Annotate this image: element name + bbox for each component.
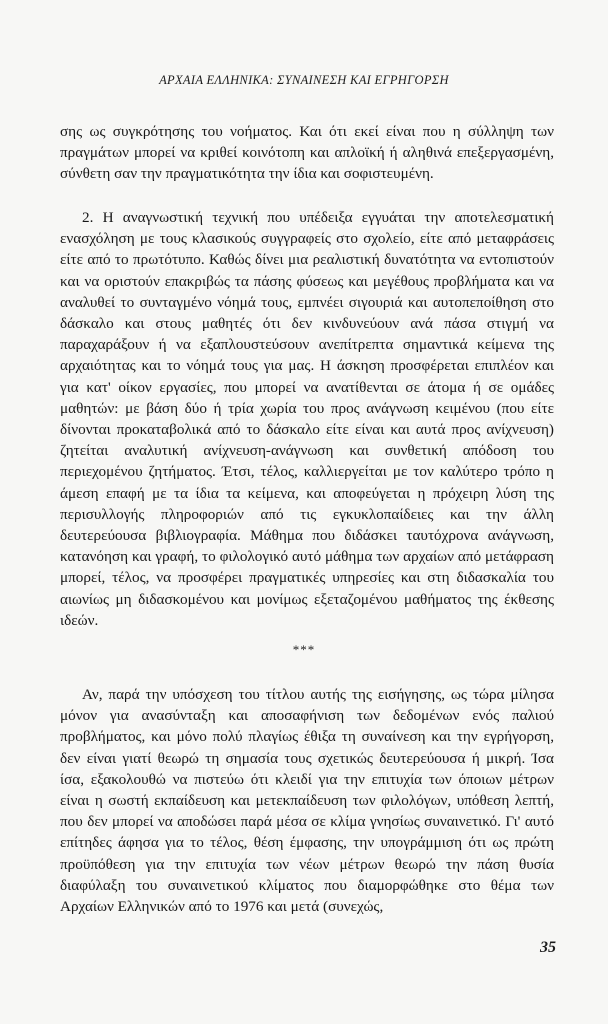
section-separator: *** (292, 642, 316, 657)
paragraph-closing (60, 684, 554, 917)
paragraph-text: σης ως συγκρότησης του νοήματος. Και ότι εκεί είναι που η σύλληψη των πραγμάτων μπορεί να κριθεί κοινότοπη και απλοϊκή ή αληθινά επεξεργασμένη, σύνθετη σαν την πραγματικότητα την ίδια και σοφιστευμένη. (60, 123, 554, 183)
page-number: 35 (540, 939, 556, 956)
paragraph-section-2 (60, 207, 554, 631)
paragraph-text: Αν, παρά την υπόσχεση του τίτλου αυτής της εισήγησης, ως τώρα μίλησα μόνον για ανασύνταξη και αποσαφήνιση των δεδομένων ενός παλιού προβλήματος, και μόνο πολύ πλαγίως έθιξα τη συναίνεση και την εγρήγορση, δεν είναι γιατί θεωρώ τη σημασία τους σχετικώς δευτερεύουσα ή μικρή. Ίσα ίσα, εξακολουθώ να πιστεύω ότι κλειδί για την επιτυχία των όποιων μέτρων είναι η σωστή εκπαίδευση και μετεκπαίδευση των φιλολόγων, υπόθεση λεπτή, που δεν μπορεί να αποδώσει παρά μέσα σε κλίμα γνησίως συναινετικό. Γι' αυτό επίτηδες άφησα για το τέλος, θέση έμφασης, την υπογράμμιση ότι ως πρώτη προϋπόθεση για την επιτυχία των νέων μέτρων θεωρώ την πάση θυσία διαφύλαξη του συναινετικού κλίματος που διαμορφώθηκε στο θέμα των Αρχαίων Ελληνικών από το 1976 και μετά (συνεχώς, (60, 686, 554, 916)
paragraph-text: 2. Η αναγνωστική τεχνική που υπέδειξα εγγυάται την αποτελεσματική ενασχόληση με τους κλασικούς συγγραφείς στο σχολείο, είτε από μεταφράσεις είτε από το πρωτότυπο. Καθώς δίνει μια ρεαλιστική δυνατότητα να εντοπιστούν και να οριστούν επακριβώς τα πάσης φύσεως και μεγέθους προβλήματα και να αναλυθεί το συνταγμένο νόημά τους, εμπνέει σιγουριά και αυτοπεποίθηση στο δάσκαλο και στους μαθητές ότι δεν κινδυνεύουν ανά πάσα στιγμή να παραχαράξουν ή να εξαπλουστεύσουν ανεπίτρεπτα σημαντικά κείμενα της αρχαιότητας και το νόημά τους για μας. Η άσκηση προσφέρεται επιπλέον και για κατ' οίκον εργασίες, που μπορεί να ανατίθενται σε άτομα ή σε ομάδες μαθητών: με βάση δύο ή τρία χωρία του προς ανάγνωση κειμένου (που είτε δίνονται προκαταβολικά από το δάσκαλο είτε είναι και αυτά προς ανίχνευση) ζητείται αναλυτική ανίχνευση-ανάγνωση και συνθετική απόδοση του περιεχομένου ζητήματος. Έτσι, τέλος, καλλιεργείται με τον καλύτερο τρόπο η άμεση επαφή με τα ίδια τα κείμενα, και αποφεύγεται η πρόχειρη λύση της περισυλλογής πληροφοριών από τις εγκυκλοπαίδειες και την άλλη δευτερεύουσα βιβλιογραφία. Μάθημα που διδάσκει ταυτόχρονα ανάγνωση, κατανόηση και γραφή, το φιλολογικό αυτό μάθημα των αρχαίων από μετάφραση μπορεί, τέλος, να προσφέρει πραγματικές υπηρεσίες και στη διδασκαλία του αιωνίως μη διδασκομένου και μονίμως εξεταζομένου μαθήματος της έκθεσης ιδεών. (60, 209, 554, 629)
paragraph-continuation (60, 121, 554, 185)
running-head: ΑΡΧΑΙΑ ΕΛΛΗΝΙΚΑ: ΣΥΝΑΙΝΕΣΗ ΚΑΙ ΕΓΡΗΓΟΡΣΗ (159, 73, 449, 87)
